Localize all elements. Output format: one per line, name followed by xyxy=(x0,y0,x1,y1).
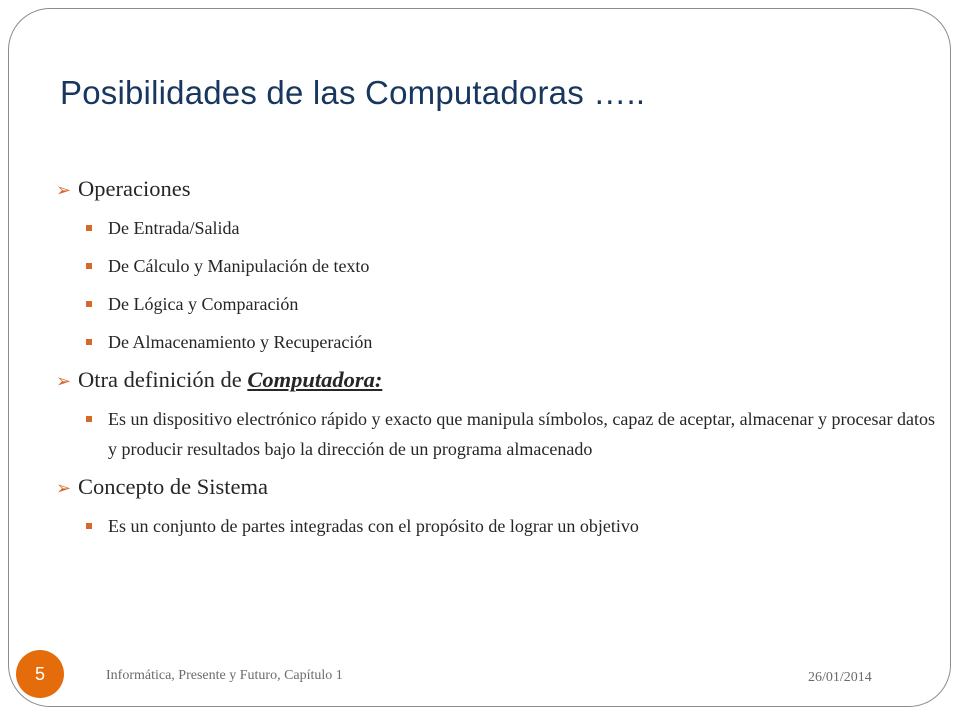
section-heading-text xyxy=(78,365,382,395)
list-item-text: De Cálculo y Manipulación de texto xyxy=(108,256,370,276)
slide-title: Posibilidades de las Computadoras ….. xyxy=(60,74,646,111)
list-item xyxy=(86,511,946,541)
square-bullet-icon xyxy=(86,416,92,422)
slide-content xyxy=(56,166,946,541)
arrow-bullet-icon: ➢ xyxy=(56,180,72,200)
heading-prefix: Otra definición de xyxy=(78,367,248,392)
square-bullet-icon xyxy=(86,263,92,269)
section-heading-operaciones xyxy=(56,174,946,205)
arrow-bullet-icon: ➢ xyxy=(56,371,72,391)
section-heading-text: Concepto de Sistema xyxy=(78,474,268,499)
list-item xyxy=(86,251,946,281)
list-item xyxy=(86,404,946,464)
footer-text: Informática, Presente y Futuro, Capítulo 1 xyxy=(106,668,343,683)
heading-emphasis: Computadora: xyxy=(247,367,383,392)
list-item-text: De Almacenamiento y Recuperación xyxy=(108,332,373,352)
list-item-text: Es un conjunto de partes integradas con el propósito de lograr un objetivo xyxy=(108,516,639,536)
section-heading-text: Operaciones xyxy=(78,176,191,201)
slide-footer xyxy=(0,650,960,700)
section-heading-definicion xyxy=(56,365,946,396)
section-heading-sistema xyxy=(56,472,946,503)
list-item-text: De Entrada/Salida xyxy=(108,218,240,238)
square-bullet-icon xyxy=(86,523,92,529)
square-bullet-icon xyxy=(86,301,92,307)
list-item-text: Es un dispositivo electrónico rápido y exacto que manipula símbolos, capaz de aceptar, almacenar y procesar datos y producir resultados bajo la dirección de un programa almacenado xyxy=(108,409,935,459)
square-bullet-icon xyxy=(86,339,92,345)
list-item xyxy=(86,289,946,319)
list-item xyxy=(86,327,946,357)
list-item-text: De Lógica y Comparación xyxy=(108,294,299,314)
footer-date: 26/01/2014 xyxy=(808,670,872,685)
list-item xyxy=(86,213,946,243)
arrow-bullet-icon: ➢ xyxy=(56,478,72,498)
square-bullet-icon xyxy=(86,225,92,231)
slide-number-badge: 5 xyxy=(16,650,64,698)
